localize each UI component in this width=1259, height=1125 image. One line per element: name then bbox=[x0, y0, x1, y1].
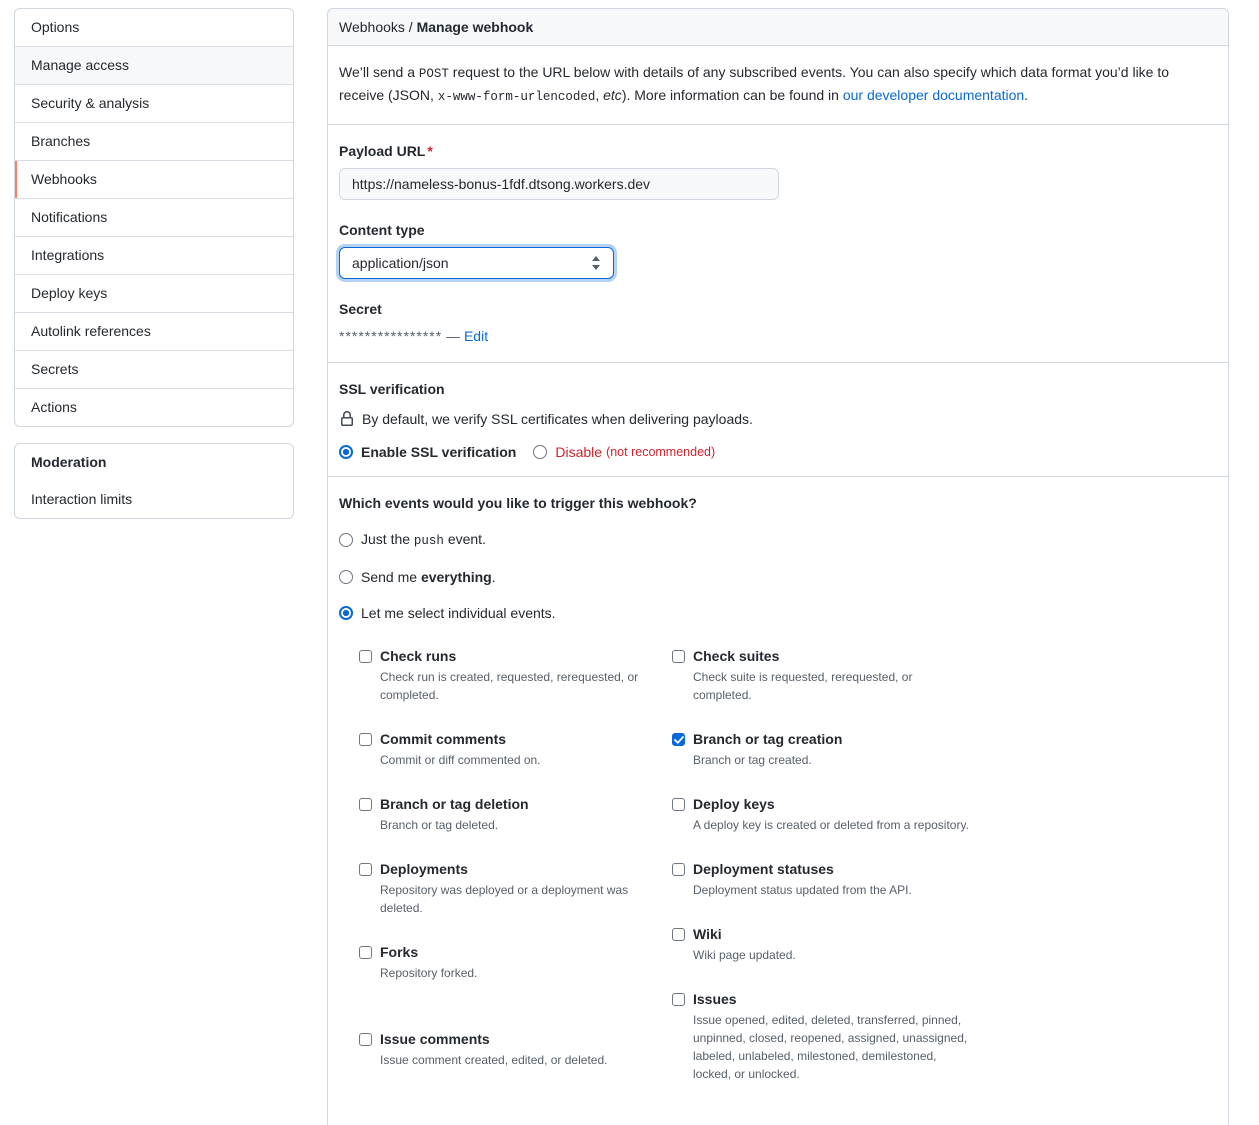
payload-url-input[interactable] bbox=[339, 168, 779, 200]
disable-ssl-note: (not recommended) bbox=[606, 445, 716, 459]
event-title: Branch or tag deletion bbox=[380, 796, 529, 812]
event-checkbox-forks[interactable] bbox=[359, 946, 372, 959]
sidebar-item-options[interactable]: Options bbox=[31, 19, 80, 35]
event-title: Branch or tag creation bbox=[693, 731, 843, 747]
enable-ssl-label: Enable SSL verification bbox=[361, 444, 517, 460]
event-checkbox-issue-comments[interactable] bbox=[359, 1033, 372, 1046]
sidebar-item-manage-access[interactable]: Manage access bbox=[15, 46, 293, 84]
page-title: Manage webhook bbox=[416, 19, 534, 35]
developer-documentation-link[interactable]: our developer documentation bbox=[842, 87, 1025, 103]
event-item-branch-or-tag-creation bbox=[672, 730, 972, 769]
event-description: Check run is created, requested, rerequested, or completed. bbox=[380, 670, 639, 702]
content-type-select[interactable] bbox=[339, 247, 614, 279]
event-description: Issue opened, edited, deleted, transferred, pinned, unpinned, closed, reopened, assigned, unassigned, labeled, unlabeled, milestoned, demilestoned, locked, or unlocked. bbox=[693, 1013, 968, 1081]
event-title: Issue comments bbox=[380, 1031, 490, 1047]
intro-text: We’ll send a POST request to the URL below with details of any subscribed events. You can also specify which data format you’d like to receive (JSON, x-www-form-urlencoded, etc). More information can be found in our developer documentation. bbox=[339, 64, 1170, 104]
event-description: Repository forked. bbox=[380, 966, 478, 980]
just-push-radio[interactable] bbox=[339, 533, 353, 547]
enable-ssl-radio[interactable] bbox=[339, 445, 353, 459]
sidebar-item-security-analysis[interactable]: Security & analysis bbox=[15, 84, 293, 122]
event-checkbox-deployments[interactable] bbox=[359, 863, 372, 876]
sidebar-item-webhooks[interactable]: Webhooks bbox=[15, 160, 293, 198]
moderation-section-title: Moderation bbox=[31, 454, 107, 470]
event-checkbox-branch-or-tag-deletion[interactable] bbox=[359, 798, 372, 811]
send-everything-radio[interactable] bbox=[339, 570, 353, 584]
sidebar-item-deploy-keys[interactable]: Deploy keys bbox=[15, 274, 293, 312]
ssl-title: SSL verification bbox=[339, 381, 445, 397]
event-description: Repository was deployed or a deployment was deleted. bbox=[380, 883, 629, 915]
event-item-issues bbox=[672, 990, 972, 1083]
event-checkbox-deployment-statuses[interactable] bbox=[672, 863, 685, 876]
secret-edit-link[interactable]: Edit bbox=[463, 328, 489, 344]
event-description: Branch or tag deleted. bbox=[380, 818, 499, 832]
breadcrumb-webhooks-link[interactable]: Webhooks bbox=[339, 19, 405, 35]
event-description: A deploy key is created or deleted from a repository. bbox=[693, 818, 969, 832]
event-item-check-suites bbox=[672, 647, 972, 704]
individual-events-label: Let me select individual events. bbox=[361, 605, 556, 621]
event-description: Wiki page updated. bbox=[693, 948, 796, 962]
events-column-right bbox=[672, 647, 972, 1109]
event-checkbox-check-runs[interactable] bbox=[359, 650, 372, 663]
event-title: Forks bbox=[380, 944, 419, 960]
breadcrumb-separator: / bbox=[404, 19, 417, 35]
event-item-commit-comments bbox=[359, 730, 654, 769]
post-code: POST bbox=[418, 67, 449, 81]
disable-ssl-radio[interactable] bbox=[533, 445, 547, 459]
secret-masked-value: **************** bbox=[339, 328, 443, 344]
event-description: Deployment status updated from the API. bbox=[693, 883, 912, 897]
sidebar-item-interaction-limits[interactable]: Interaction limits bbox=[31, 491, 133, 507]
event-description: Check suite is requested, rerequested, or completed. bbox=[693, 670, 913, 702]
urlencoded-code: x-www-form-urlencoded bbox=[437, 90, 596, 104]
event-title: Deployment statuses bbox=[693, 861, 834, 877]
event-title: Wiki bbox=[693, 926, 722, 942]
moderation-nav-items bbox=[15, 481, 293, 518]
push-code: push bbox=[413, 534, 444, 548]
event-description: Issue comment created, edited, or deleted. bbox=[380, 1053, 608, 1067]
content-type-label: Content type bbox=[339, 222, 425, 238]
event-checkbox-wiki[interactable] bbox=[672, 928, 685, 941]
sidebar-item-branches[interactable]: Branches bbox=[15, 122, 293, 160]
event-item-deployment-statuses bbox=[672, 860, 972, 899]
event-checkbox-check-suites[interactable] bbox=[672, 650, 685, 663]
event-item-deploy-keys bbox=[672, 795, 972, 834]
content-type-value: application/json bbox=[352, 255, 449, 271]
event-checkbox-issues[interactable] bbox=[672, 993, 685, 1006]
event-description: Branch or tag created. bbox=[693, 753, 812, 767]
settings-sidebar bbox=[14, 8, 294, 535]
events-column-left bbox=[359, 647, 654, 1109]
event-item-check-runs bbox=[359, 647, 654, 704]
events-section: Which events would you like to trigger this webhook? Just the push event. Send me everything. Let me select individual events. Check runs Check run is created, requested, rerequested, or completed. Commit comments Commit or diff commented on. Branch or tag deletion Branch or tag deleted. Deployments Repository was deployed or a deployment was deleted. Forks Repository forked. Issue comments Issue comment created, edited, or deleted. Check suites Check suite is requested, rerequested, or completed. Branch or tag creation Branch or tag created. Deploy keys A deploy key is created or deleted from a repository. Deployment statuses Deployment status updated from the API. Wiki Wiki page updated. Issues Issue opened, edited, deleted, transferred, pinned, unpinned, closed, reopened, assigned, unassigned, labeled, unlabeled, milestoned, demilestoned, locked, or unlocked. bbox=[328, 477, 1228, 1125]
event-title: Check suites bbox=[693, 648, 780, 664]
lock-icon bbox=[339, 411, 355, 427]
sidebar-item-integrations[interactable]: Integrations bbox=[15, 236, 293, 274]
sidebar-item-actions[interactable]: Actions bbox=[15, 388, 293, 426]
event-item-deployments bbox=[359, 860, 654, 917]
event-item-wiki bbox=[672, 925, 972, 964]
individual-events-radio[interactable] bbox=[339, 606, 353, 620]
sidebar-item-autolink-references[interactable]: Autolink references bbox=[15, 312, 293, 350]
event-item-branch-or-tag-deletion bbox=[359, 795, 654, 834]
breadcrumb bbox=[328, 9, 1228, 46]
manage-webhook-panel bbox=[327, 8, 1229, 1125]
events-grid bbox=[359, 647, 1217, 1109]
event-checkbox-branch-or-tag-creation[interactable] bbox=[672, 733, 685, 746]
secret-row: **************** — Edit bbox=[339, 328, 489, 344]
payload-url-label: Payload URL * bbox=[339, 143, 433, 159]
up-down-arrows-icon bbox=[591, 256, 601, 270]
settings-nav bbox=[14, 8, 294, 427]
ssl-section bbox=[328, 363, 1228, 477]
form-section bbox=[328, 125, 1228, 363]
event-description: Commit or diff commented on. bbox=[380, 753, 541, 767]
secret-label: Secret bbox=[339, 301, 382, 317]
sidebar-item-secrets[interactable]: Secrets bbox=[15, 350, 293, 388]
event-item-forks bbox=[359, 943, 654, 982]
event-item-issue-comments bbox=[359, 1030, 654, 1069]
events-question: Which events would you like to trigger this webhook? bbox=[339, 495, 697, 511]
event-title: Deployments bbox=[380, 861, 468, 877]
event-title: Issues bbox=[693, 991, 737, 1007]
event-checkbox-deploy-keys[interactable] bbox=[672, 798, 685, 811]
ssl-description: By default, we verify SSL certificates when delivering payloads. bbox=[362, 411, 753, 427]
sidebar-item-notifications[interactable]: Notifications bbox=[15, 198, 293, 236]
event-title: Deploy keys bbox=[693, 796, 775, 812]
event-checkbox-commit-comments[interactable] bbox=[359, 733, 372, 746]
event-title: Commit comments bbox=[380, 731, 507, 747]
disable-ssl-label: Disable bbox=[555, 444, 603, 460]
event-title: Check runs bbox=[380, 648, 457, 664]
intro-section bbox=[328, 46, 1228, 125]
required-asterisk: * bbox=[427, 143, 433, 159]
moderation-nav bbox=[14, 443, 294, 519]
